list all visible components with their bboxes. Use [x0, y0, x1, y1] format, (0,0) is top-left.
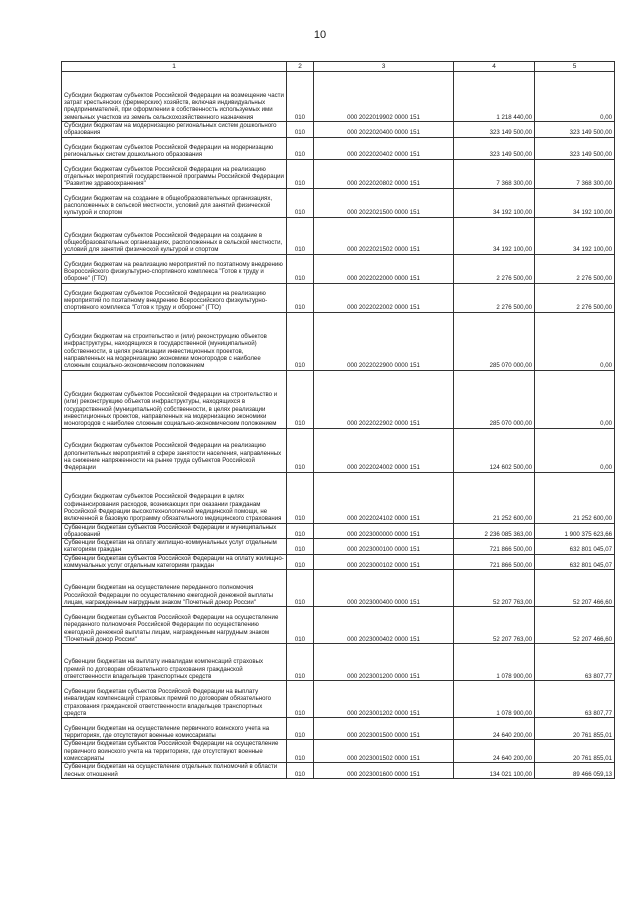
row-fact-amount-cell: 34 192 100,00: [535, 188, 615, 217]
row-budget-code-cell: 000 2022022900 0000 151: [314, 312, 454, 370]
row-plan-amount-cell: 34 192 100,00: [454, 188, 535, 217]
row-budget-code-cell: 000 2022022000 0000 151: [314, 254, 454, 283]
row-name-cell: Субвенции бюджетам субъектов Российской Федерации на выплату инвалидам компенсаций страховых премий по договорам обязательного страхования гражданской ответственности владельцев транспортных средств: [62, 681, 287, 718]
row-name-cell: Субвенции бюджетам субъектов Российской Федерации на осуществление переданного полномочия Российской Федерации по осуществлению ежегодной денежной выплаты лицам, награжденным нагрудным знаком "Почетный донор России": [62, 607, 287, 644]
table-row: [62, 607, 615, 644]
row-name-cell: Субвенции бюджетам на осуществление отдельных полномочий в области лесных отношений: [62, 763, 287, 779]
row-fact-amount-cell: 0,00: [535, 428, 615, 472]
row-fact-amount-cell: 323 149 500,00: [535, 137, 615, 159]
row-admin-code-cell: 010: [287, 137, 314, 159]
row-budget-code-cell: 000 2023000100 0000 151: [314, 539, 454, 555]
budget-table: [61, 61, 615, 779]
row-name-cell: Субсидии бюджетам субъектов Российской Федерации на реализацию дополнительных мероприятий в сфере занятости населения, направленных на снижение напряженности на рынке труда субъектов Российской Федерации: [62, 428, 287, 472]
row-fact-amount-cell: 20 761 855,01: [535, 740, 615, 763]
table-row: [62, 570, 615, 607]
row-fact-amount-cell: 63 807,77: [535, 681, 615, 718]
table-row: [62, 72, 615, 122]
row-admin-code-cell: 010: [287, 644, 314, 681]
row-fact-amount-cell: 323 149 500,00: [535, 122, 615, 138]
row-name-cell: Субсидии бюджетам субъектов Российской Федерации в целях софинансирования расходов, возникающих при оказании гражданам Российской Федерации высокотехнологичной медицинской помощи, не включенной в базовую программу обязательного медицинского страхования: [62, 472, 287, 523]
row-plan-amount-cell: 134 021 100,00: [454, 763, 535, 779]
table-row: [62, 740, 615, 763]
row-plan-amount-cell: 52 207 763,00: [454, 607, 535, 644]
row-budget-code-cell: 000 2023000000 0000 151: [314, 523, 454, 539]
row-name-cell: Субсидии бюджетам субъектов Российской Федерации на строительство и (или) реконструкцию объектов инфраструктуры, находящихся в государственной (муниципальной) собственности, в целях реализации инвестиционных проектов, направленных на модернизацию экономики моногородов с наиболее сложным социально-экономическим положением: [62, 370, 287, 428]
row-plan-amount-cell: 52 207 763,00: [454, 570, 535, 607]
row-plan-amount-cell: 721 866 500,00: [454, 554, 535, 570]
row-admin-code-cell: 010: [287, 539, 314, 555]
table-row: [62, 428, 615, 472]
row-admin-code-cell: 010: [287, 523, 314, 539]
header-col-2: 2: [287, 62, 314, 72]
row-fact-amount-cell: 63 807,77: [535, 644, 615, 681]
row-admin-code-cell: 010: [287, 254, 314, 283]
header-col-1: 1: [62, 62, 287, 72]
row-budget-code-cell: 000 2022020802 0000 151: [314, 159, 454, 188]
row-plan-amount-cell: 721 866 500,00: [454, 539, 535, 555]
row-fact-amount-cell: 0,00: [535, 370, 615, 428]
header-col-4: 4: [454, 62, 535, 72]
row-name-cell: Субсидии бюджетам на реализацию мероприятий по поэтапному внедрению Всероссийского физкультурно-спортивного комплекса "Готов к труду и обороне" (ГТО): [62, 254, 287, 283]
table-row: [62, 312, 615, 370]
row-plan-amount-cell: 285 070 000,00: [454, 370, 535, 428]
row-fact-amount-cell: 1 900 375 623,66: [535, 523, 615, 539]
row-plan-amount-cell: 34 192 100,00: [454, 217, 535, 254]
table-row: [62, 283, 615, 312]
row-fact-amount-cell: 52 207 466,60: [535, 570, 615, 607]
row-admin-code-cell: 010: [287, 570, 314, 607]
row-fact-amount-cell: 89 466 059,13: [535, 763, 615, 779]
table-row: [62, 254, 615, 283]
row-fact-amount-cell: 34 192 100,00: [535, 217, 615, 254]
row-plan-amount-cell: 285 070 000,00: [454, 312, 535, 370]
row-budget-code-cell: 000 2023000402 0000 151: [314, 607, 454, 644]
row-fact-amount-cell: 20 761 855,01: [535, 718, 615, 740]
row-fact-amount-cell: 52 207 466,60: [535, 607, 615, 644]
row-admin-code-cell: 010: [287, 72, 314, 122]
row-budget-code-cell: 000 2022021502 0000 151: [314, 217, 454, 254]
row-fact-amount-cell: 632 801 045,07: [535, 539, 615, 555]
row-admin-code-cell: 010: [287, 370, 314, 428]
row-name-cell: Субсидии бюджетам субъектов Российской Федерации на создание в общеобразовательных организациях, расположенных в сельской местности, условий для занятий физической культурой и спортом: [62, 217, 287, 254]
table-row: [62, 188, 615, 217]
row-plan-amount-cell: 24 640 200,00: [454, 718, 535, 740]
header-col-3: 3: [314, 62, 454, 72]
row-budget-code-cell: 000 2023001600 0000 151: [314, 763, 454, 779]
row-admin-code-cell: 010: [287, 718, 314, 740]
row-budget-code-cell: 000 2022019902 0000 151: [314, 72, 454, 122]
row-admin-code-cell: 010: [287, 607, 314, 644]
table-row: [62, 644, 615, 681]
row-budget-code-cell: 000 2023001202 0000 151: [314, 681, 454, 718]
row-admin-code-cell: 010: [287, 428, 314, 472]
table-row: [62, 763, 615, 779]
row-name-cell: Субвенции бюджетам субъектов Российской Федерации на осуществление первичного воинского учета на территориях, где отсутствуют военные комиссариаты: [62, 740, 287, 763]
row-budget-code-cell: 000 2023001502 0000 151: [314, 740, 454, 763]
row-plan-amount-cell: 323 149 500,00: [454, 137, 535, 159]
row-fact-amount-cell: 0,00: [535, 312, 615, 370]
table-row: [62, 523, 615, 539]
row-name-cell: Субсидии бюджетам на строительство и (или) реконструкцию объектов инфраструктуры, находящихся в государственной (муниципальной) собственности, в целях реализации инвестиционных проектов, направленных на модернизацию экономики моногородов с наиболее сложным социально-экономическим положением: [62, 312, 287, 370]
row-plan-amount-cell: 323 149 500,00: [454, 122, 535, 138]
row-admin-code-cell: 010: [287, 159, 314, 188]
row-budget-code-cell: 000 2023001500 0000 151: [314, 718, 454, 740]
row-name-cell: Субсидии бюджетам субъектов Российской Федерации на реализацию мероприятий по поэтапному внедрению Всероссийского физкультурно-спортивного комплекса "Готов к труду и обороне" (ГТО): [62, 283, 287, 312]
table-row: [62, 137, 615, 159]
row-fact-amount-cell: 2 276 500,00: [535, 283, 615, 312]
table-row: [62, 472, 615, 523]
row-admin-code-cell: 010: [287, 283, 314, 312]
row-admin-code-cell: 010: [287, 217, 314, 254]
row-plan-amount-cell: 7 368 300,00: [454, 159, 535, 188]
row-budget-code-cell: 000 2022022002 0000 151: [314, 283, 454, 312]
row-admin-code-cell: 010: [287, 122, 314, 138]
row-admin-code-cell: 010: [287, 188, 314, 217]
row-budget-code-cell: 000 2023000102 0000 151: [314, 554, 454, 570]
row-budget-code-cell: 000 2022024102 0000 151: [314, 472, 454, 523]
row-plan-amount-cell: 124 602 500,00: [454, 428, 535, 472]
table-row: [62, 539, 615, 555]
row-plan-amount-cell: 2 276 500,00: [454, 283, 535, 312]
table-row: [62, 554, 615, 570]
row-name-cell: Субсидии бюджетам на создание в общеобразовательных организациях, расположенных в сельской местности, условий для занятий физической культурой и спортом: [62, 188, 287, 217]
row-admin-code-cell: 010: [287, 740, 314, 763]
row-plan-amount-cell: 1 078 900,00: [454, 644, 535, 681]
page-number: 10: [313, 29, 327, 41]
row-name-cell: Субвенции бюджетам на осуществление переданного полномочия Российской Федерации по осуществлению ежегодной денежной выплаты лицам, награжденным нагрудным знаком "Почетный донор России": [62, 570, 287, 607]
table-row: [62, 370, 615, 428]
row-budget-code-cell: 000 2022020402 0000 151: [314, 137, 454, 159]
row-fact-amount-cell: 632 801 045,07: [535, 554, 615, 570]
row-admin-code-cell: 010: [287, 554, 314, 570]
row-fact-amount-cell: 2 276 500,00: [535, 254, 615, 283]
row-fact-amount-cell: 7 368 300,00: [535, 159, 615, 188]
row-name-cell: Субвенции бюджетам на выплату инвалидам компенсаций страховых премий по договорам обязательного страхования гражданской ответственности владельцев транспортных средств: [62, 644, 287, 681]
row-name-cell: Субвенции бюджетам субъектов Российской Федерации и муниципальных образований: [62, 523, 287, 539]
table-row: [62, 217, 615, 254]
row-name-cell: Субсидии бюджетам субъектов Российской Федерации на возмещение части затрат крестьянских (фермерских) хозяйств, включая индивидуальных предпринимателей, при оформлении в собственность используемых ими земельных участков из земель сельскохозяйственного назначения: [62, 72, 287, 122]
row-plan-amount-cell: 2 276 500,00: [454, 254, 535, 283]
row-plan-amount-cell: 24 640 200,00: [454, 740, 535, 763]
table-row: [62, 122, 615, 138]
row-admin-code-cell: 010: [287, 472, 314, 523]
table-header-row: [62, 62, 615, 72]
row-admin-code-cell: 010: [287, 763, 314, 779]
row-name-cell: Субвенции бюджетам на оплату жилищно-коммунальных услуг отдельным категориям граждан: [62, 539, 287, 555]
row-budget-code-cell: 000 2022024002 0000 151: [314, 428, 454, 472]
table-row: [62, 159, 615, 188]
row-budget-code-cell: 000 2022021500 0000 151: [314, 188, 454, 217]
row-fact-amount-cell: 21 252 600,00: [535, 472, 615, 523]
row-budget-code-cell: 000 2022022902 0000 151: [314, 370, 454, 428]
row-name-cell: Субвенции бюджетам субъектов Российской Федерации на оплату жилищно-коммунальных услуг отдельным категориям граждан: [62, 554, 287, 570]
row-plan-amount-cell: 1 078 900,00: [454, 681, 535, 718]
row-admin-code-cell: 010: [287, 312, 314, 370]
row-name-cell: Субсидии бюджетам на модернизацию региональных систем дошкольного образования: [62, 122, 287, 138]
row-budget-code-cell: 000 2023000400 0000 151: [314, 570, 454, 607]
row-budget-code-cell: 000 2023001200 0000 151: [314, 644, 454, 681]
row-name-cell: Субвенции бюджетам на осуществление первичного воинского учета на территориях, где отсутствуют военные комиссариаты: [62, 718, 287, 740]
row-plan-amount-cell: 21 252 600,00: [454, 472, 535, 523]
header-col-5: 5: [535, 62, 615, 72]
row-admin-code-cell: 010: [287, 681, 314, 718]
table-row: [62, 718, 615, 740]
row-fact-amount-cell: 0,00: [535, 72, 615, 122]
table-row: [62, 681, 615, 718]
row-name-cell: Субсидии бюджетам субъектов Российской Федерации на реализацию отдельных мероприятий государственной программы Российской Федерации "Развитие здравоохранения": [62, 159, 287, 188]
row-name-cell: Субсидии бюджетам субъектов Российской Федерации на модернизацию региональных систем дошкольного образования: [62, 137, 287, 159]
row-budget-code-cell: 000 2022020400 0000 151: [314, 122, 454, 138]
row-plan-amount-cell: 1 218 440,00: [454, 72, 535, 122]
row-plan-amount-cell: 2 236 085 363,00: [454, 523, 535, 539]
